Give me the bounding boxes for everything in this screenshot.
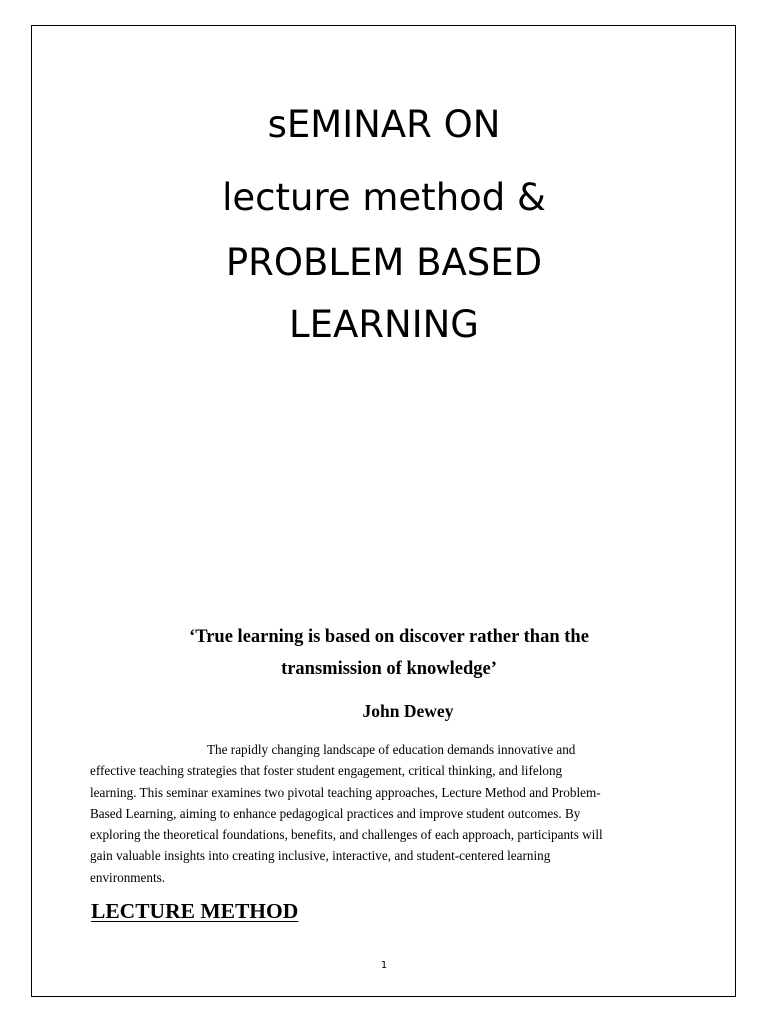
intro-line: Based Learning, aiming to enhance pedagogical practices and improve student outcomes. By [90,805,581,821]
quote-line-1: ‘True learning is based on discover rather than the [189,627,589,647]
quote-author: John Dewey [362,701,454,721]
title-line-2: lecture method & [222,176,546,219]
page-number: 1 [380,960,388,971]
intro-line: effective teaching strategies that foster student engagement, critical thinking, and lifelong [90,763,563,779]
quote-line-2: transmission of knowledge’ [281,659,497,679]
title-line-1: sEMINAR ON [267,103,501,146]
intro-line: environments. [90,869,166,885]
title-line-3: PROBLEM BASED [225,241,543,284]
intro-line: learning. This seminar examines two pivotal teaching approaches, Lecture Method and Problem- [90,784,601,800]
intro-line: gain valuable insights into creating inclusive, interactive, and student-centered learning [90,848,551,864]
title-line-4: LEARNING [289,303,479,346]
intro-line: The rapidly changing landscape of education demands innovative and [207,742,576,757]
intro-line: exploring the theoretical foundations, benefits, and challenges of each approach, participants will [90,827,603,843]
intro-paragraph [90,739,690,888]
section-heading-lecture-method: LECTURE METHOD [91,899,299,923]
